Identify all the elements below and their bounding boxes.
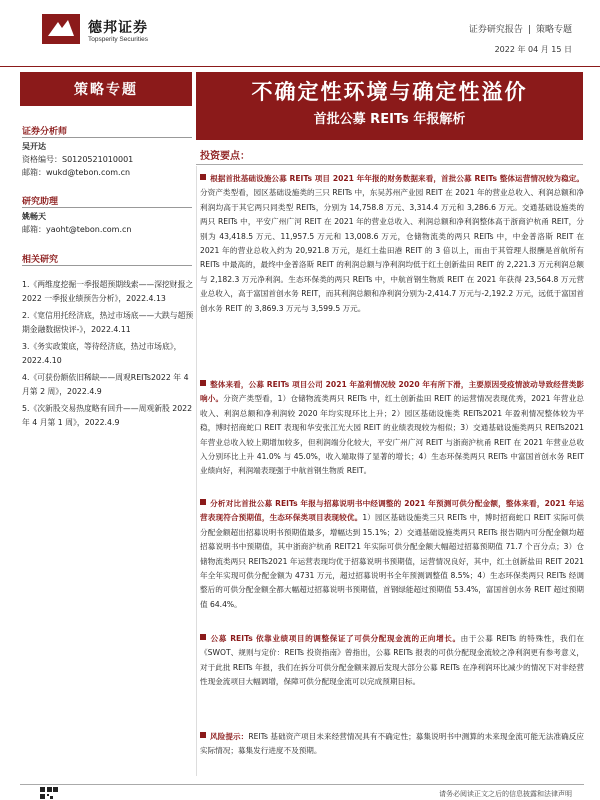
analyst-email[interactable]: 邮箱：wukd@tebon.com.cn [22,168,131,177]
related-reports-list [22,278,194,433]
assistant-email[interactable]: 邮箱：yaoht@tebon.com.cn [22,225,132,234]
related-reports-heading: 相关研究 [22,255,59,265]
related-report-item[interactable]: 1.《两维度挖掘一季报超预期线索——深挖财报之 2022 一季报业绩预告分析》，2022.4.13 [22,280,194,303]
brand-logo-icon [42,14,80,44]
related-report-item[interactable]: 5.《次新股交易热度略有回升——周观新股 2022 年 4 月第 1 周》，2022.4.9 [22,404,193,427]
bullet-body: 分资产类型看，1）仓储物流类两只 REITs 中，红土创新盐田 REIT 的运营情况表现优秀，2021 年营业总收入、利润总额和净利润较 2020 年均实现环比上升；2）园区基础设施类 REITs2021 年盈利情况整体较为平稳，博时招商蛇口 REIT 表现和华安张江光大园 REIT 的业绩表现较为相似；3）交通基础设施类两只 REITs2021 年营业总收入较上期增加较多，但利润端分化较大，平安广州广河 REIT 与浙商沪杭甬 REIT 在 2021 年营业总收入分别环比上升 41.0% 与 45.0%，收入端取得了显著的增长；4）生态环保类两只 REITs 中富国首创水务 REIT 业绩向好，利润端表现强于中航首钢生物质 REIT。 [200,394,585,476]
bullet-body: 分资产类型看，园区基础设施类的三只 REITs 中，东吴苏州产业园 REIT 在 2021 年的营业总收入、利润总额和净利润均高于其它两只同类型 REITs，分别为 14,758.8 万元、3,314.4 万元和 3,286.6 万元。交通基础设施类的两只 REITs 中，平安广州广河 REIT 在 2021 年的营业总收入、利润总额和净利润整体高于浙商沪杭甬 REIT，分别为 43,418.5 万元、11,957.5 万元和 13,008.6 万元，仓储物流类的两只 REITs 中，中金普洛斯 REIT 在 2021 年的营业总收入约为 20,921.8 万元，是红土盐田港 REIT 的 3 倍以上，而由于其管理人报酬是首航所有 REITs 中最高的，最终中金普洛斯 REIT 的利润总额与净利润均低于红土创新盐田 REIT 的 2,221.3 万元利润总额与 2,182.3 万元净利润。生态环保类的两只 REITs 中，中航首钢生物质 REIT 在 2021 年获得 23,564.8 万元营业总收入，高于富国首创水务 REIT，而其利润总额和净利润分别为-2,414.7 万元与-2,192.2 万元，远低于富国首创水务 REIT 的 3,869.3 万元与 3,599.5 万元。 [200,188,584,313]
related-report-item[interactable]: 2.《宽信用托经济底，热过市场底——大跌与超预期金融数据快评-》，2022.4.11 [22,311,194,334]
header-divider [0,66,600,67]
assistant-heading: 研究助理 [22,197,59,207]
bullet-square-icon [200,732,206,738]
sidebar-divider [22,265,192,266]
investment-points-heading: 投资要点： [200,151,250,162]
footer-divider [20,784,584,785]
section-divider [196,164,583,165]
assistant-name: 姚畅天 [22,212,46,221]
report-type-label [469,22,572,35]
related-report-item[interactable]: 4.《可获份额依旧稀缺——周观REITs2022 年 4 月第 2 周》，2022.4.9 [22,373,189,396]
risk-warning [200,730,584,759]
bullet-lead: 公募 REITs 依靠业绩项目的调整保证了可供分配现金流的正向增长。 [210,634,461,643]
bullet-point-2 [200,378,584,479]
header-separator: | [527,25,531,35]
report-type: 证券研究报告 [468,25,523,35]
bullet-lead: 风险提示： [210,732,249,741]
qr-code-icon [40,787,58,799]
page-subtitle: 首批公募 REITs 年报解析 [313,112,466,127]
bullet-body: 由于公募 REITs 的特殊性，我们在《SWOT、规则与定价：REITs 投资指南》曾指出，公募 REITs 报表的可供分配现金流较之净利润更有参考意义，对于此批 REITs 年报，我们在拆分可供分配金额来源后发现大部分公募 REITs 在净利润环比减少的情况下对非经营性现金流项目大幅调增，保障可供分配现金流可以完成预期目标。 [200,634,584,687]
related-report-item[interactable]: 3.《务实政策底，等待经济底，热过市场底》，2022.4.10 [22,342,182,365]
sidebar-title: 策略专题 [20,72,192,106]
brand-name: 德邦证券 [88,20,148,36]
bullet-body: REITs 基础资产项目未来经营情况具有不确定性；募集说明书中测算的未来现金流可能无法准确反应实际情况；募集发行进度不及预期。 [200,732,585,756]
sidebar-divider [22,207,192,208]
analyst-heading: 证券分析师 [22,127,68,137]
bullet-square-icon [200,174,206,180]
report-category: 策略专题 [535,25,572,35]
report-date: 2022 年 04 月 15 日 [494,45,572,54]
bullet-point-1 [200,172,584,316]
bullet-lead: 整体来看，公募 REITs 项目公司 2021 年盈利情况较 2020 年有所下滑，主要原因受疫情波动导致经营类影响小。 [200,380,584,404]
column-divider [196,166,197,776]
bullet-lead: 根据首批基础设施公募 REITs 项目 2021 年年报的财务数据来看，首批公募 REITs 整体运营情况较为稳定。 [210,174,584,183]
sidebar-divider [22,137,192,138]
page-title: 不确定性环境与确定性溢价 [251,80,528,104]
bullet-point-3 [200,497,584,612]
bullet-lead: 分析对比首批公募 REITs 年报与招募说明书中经调整的 2021 年预测可供分配金额，整体来看，2021 年运营表现符合预期值，生态环保类项目表现较优。 [200,499,584,523]
page-header [0,0,600,62]
analyst-cert: 资格编号：S0120521010001 [22,155,134,164]
brand-name-en: Topsperity Securities [88,36,148,43]
bullet-body: 1）园区基础设施类三只 REITs 中，博时招商蛇口 REIT 实际可供分配金额超出招募说明书预期值最多，增幅达到 15.1%；2）交通基础设施类两只 REITs 报告期内可分配金额均超招募说明书中预期值，其中浙商沪杭甬 REIT21 年实际可供分配金额大幅超过招募预期值 71.7 个百分点；3）仓储物流类两只 REITs2021 年运营表现均优于招募说明书预期值，运营情况良好，其中，红土创新盐田 REIT 2021 年全年实现可供分配金额为 4731 万元，超过招募说明书全年预测调整值 8.5%；4）生态环保类两只 REITs 经调整后的可供分配金额全都大幅超过招募说明书预期值，首钢绿能超过预期值 53.4%，富国首创水务 REIT 超过预期值 64.4%。 [200,513,585,609]
footer-disclaimer: 请务必阅读正文之后的信息披露和法律声明 [439,790,572,798]
bullet-square-icon [200,380,206,386]
bullet-square-icon [200,634,206,640]
bullet-square-icon [200,499,206,505]
bullet-point-4 [200,632,584,690]
analyst-name: 吴开达 [22,142,46,151]
